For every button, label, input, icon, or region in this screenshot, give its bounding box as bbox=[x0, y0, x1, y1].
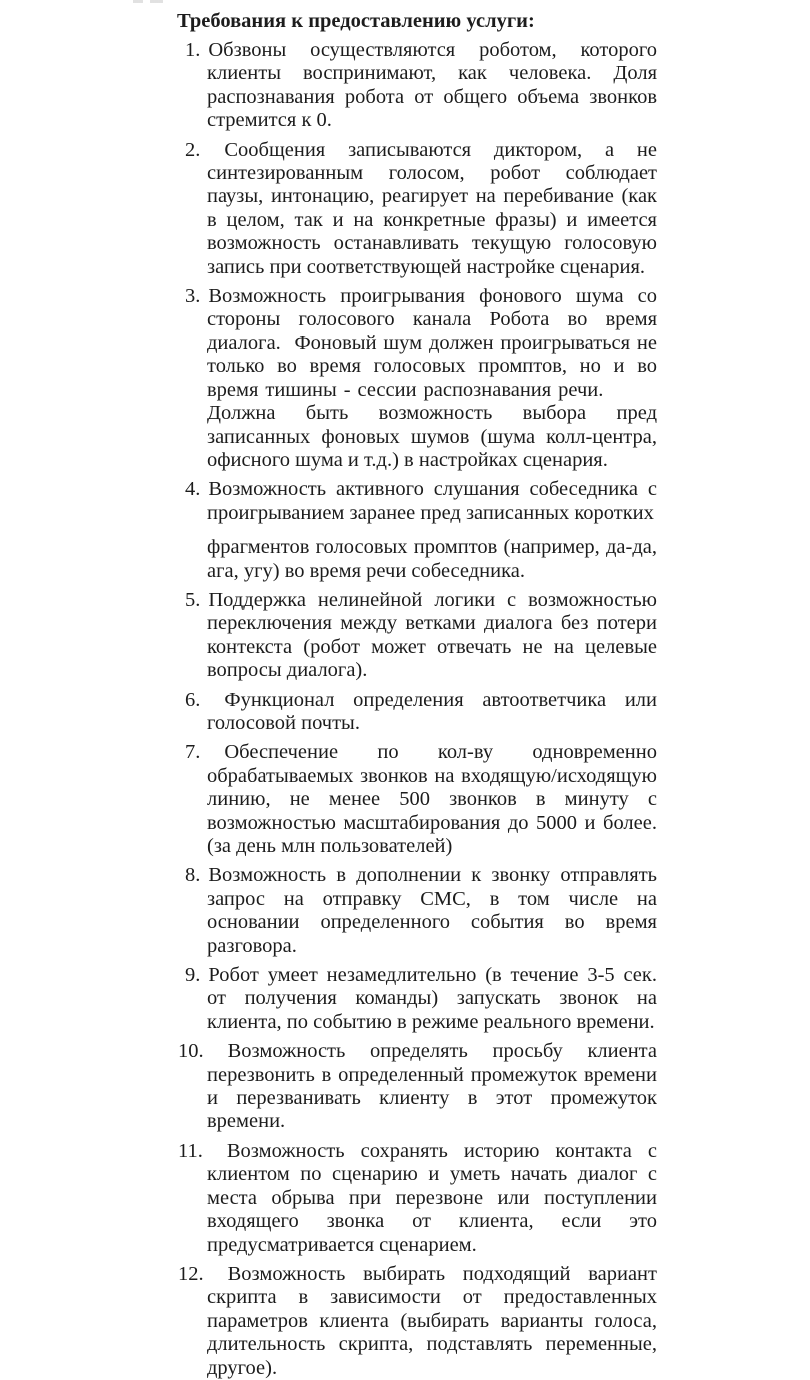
requirement-item-1 bbox=[185, 39, 657, 133]
requirement-item-3 bbox=[185, 285, 657, 472]
requirement-item-10 bbox=[178, 1040, 657, 1134]
requirement-item-6 bbox=[185, 688, 657, 736]
item-text: Возможность выбирать подходящий вариант скрипта в зависимости от предоставленных параметров клиента (выбирать варианты голоса, длительность скрипта, подставлять переменные, другое). bbox=[207, 1262, 657, 1379]
requirement-item-11 bbox=[178, 1139, 657, 1257]
section-heading: Требования к предоставлению услуги: bbox=[177, 10, 535, 32]
requirement-item-8 bbox=[185, 864, 657, 958]
requirement-item-4 bbox=[0, 478, 810, 583]
item-text: Обзвоны осуществляются роботом, которого клиенты воспринимают, как человека. Доля распознавания робота от общего объема звонков стремится к 0. bbox=[207, 39, 657, 132]
item-text: Возможность проигрывания фонового шума со стороны голосового канала Робота во время диалога. Фоновый шум должен проигрываться не только во время голосовых промптов, но и во время тишины - сессии распознавания речи. Должна быть возможность выбора пред записанных фоновых шумов (шума колл-центра, офисного шума и т.д.) в настройках сценария. bbox=[207, 285, 657, 471]
item-text-continued: фрагментов голосовых промптов (например, да-да, ага, угу) во время речи собеседника. bbox=[207, 536, 657, 582]
item-number: 4. bbox=[185, 478, 201, 501]
item-number: 6. bbox=[185, 688, 201, 711]
requirement-item-12 bbox=[178, 1262, 657, 1380]
item-text: Возможность определять просьбу клиента перезвонить в определенный промежуток времени и перезванивать клиенту в этот промежуток времени. bbox=[207, 1040, 657, 1133]
item-text: Возможность в дополнении к звонку отправлять запрос на отправку СМС, в том числе на основании определенного события во время разговора. bbox=[207, 864, 657, 957]
item-number: 9. bbox=[185, 964, 201, 987]
requirement-item-5 bbox=[185, 588, 657, 683]
item-number: 7. bbox=[185, 741, 201, 764]
item-text: Возможность сохранять историю контакта с клиентом по сценарию и уметь начать диалог с места обрыва при перезвоне или поступлении входящего звонка от клиента, если это предусматривается сценарием. bbox=[207, 1139, 657, 1256]
item-number: 5. bbox=[185, 588, 201, 611]
item-text: Робот умеет незамедлительно (в течение 3-5 сек. от получения команды) запускать звонок на клиента, по событию в режиме реального времени. bbox=[207, 964, 657, 1033]
item-text: Обеспечение по кол-ву одновременно обрабатываемых звонков на входящую/исходящую линию, не менее 500 звонков в минуту с возможностью масштабирования до 5000 и более. (за день млн пользователей) bbox=[207, 741, 657, 857]
item-text: Возможность активного слушания собеседника с проигрыванием заранее пред записанных коротких bbox=[207, 478, 657, 524]
item-number: 10. bbox=[178, 1040, 204, 1063]
item-number: 3. bbox=[185, 285, 201, 308]
item-text: Функционал определения автоответчика или голосовой почты. bbox=[207, 688, 657, 734]
item-number: 11. bbox=[178, 1139, 203, 1162]
requirement-item-9 bbox=[185, 964, 657, 1034]
requirement-item-7 bbox=[185, 741, 657, 858]
item-text: Сообщения записываются диктором, а не синтезированным голосом, робот соблюдает паузы, интонацию, реагирует на перебивание (как в целом, так и на конкретные фразы) и имеется возможность останавливать текущую голосовую запись при соответствующей настройке сценария. bbox=[207, 138, 657, 278]
item-number: 1. bbox=[185, 39, 201, 61]
item-number: 2. bbox=[185, 138, 201, 161]
item-text: Поддержка нелинейной логики с возможностью переключения между ветками диалога без потери контекста (робот может отвечать не на целевые вопросы диалога). bbox=[207, 588, 657, 682]
item-number: 8. bbox=[185, 864, 201, 887]
item-number: 12. bbox=[178, 1262, 204, 1285]
requirement-item-2 bbox=[185, 138, 657, 279]
